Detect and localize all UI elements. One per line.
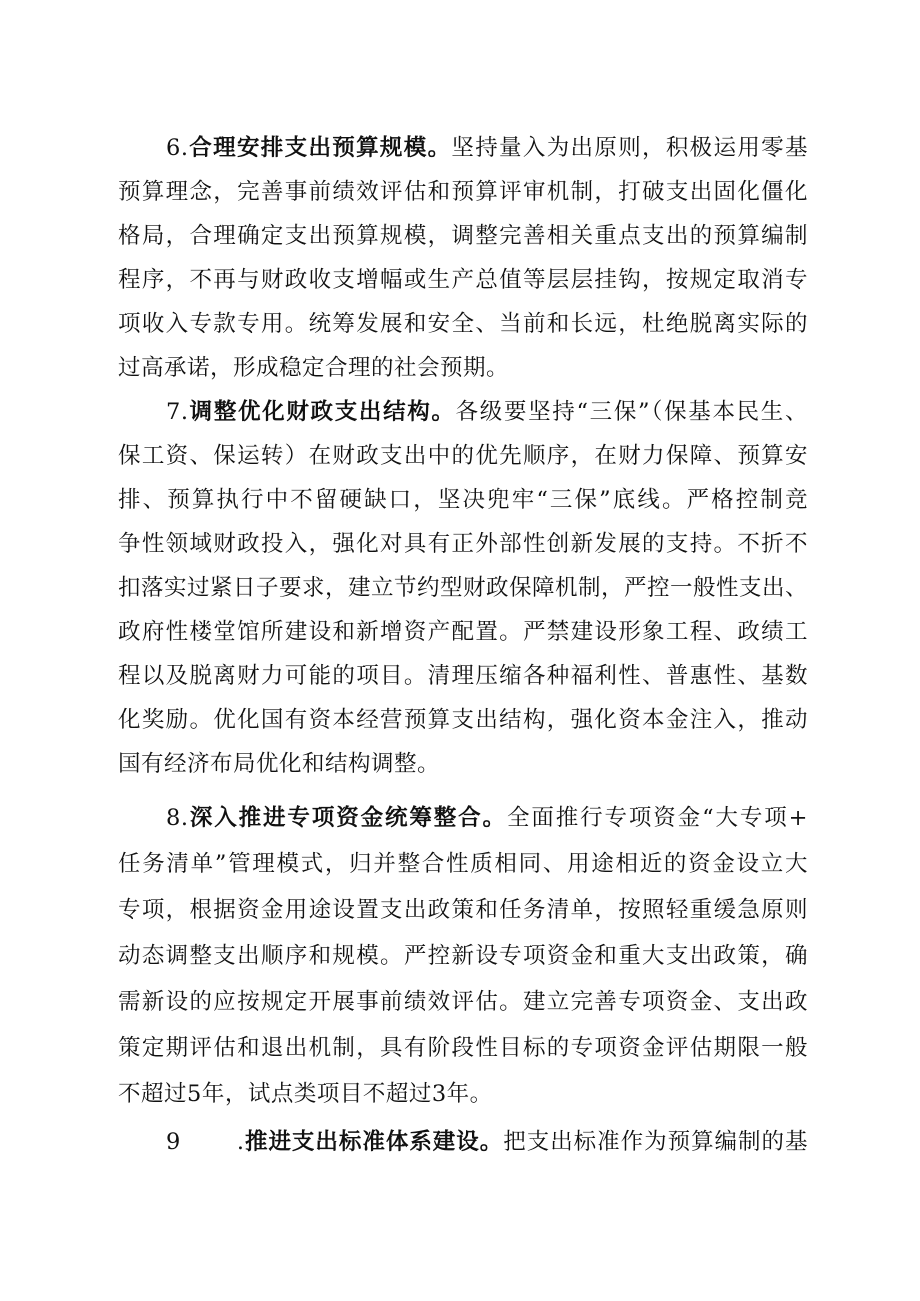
section-number: 6 xyxy=(166,135,181,161)
section-number: 8 xyxy=(166,805,181,831)
paragraph-text: 各级要坚持“三保”（保基本民生、 xyxy=(455,399,808,425)
paragraph-line: 需新设的应按规定开展事前绩效评估。建立完善专项资金、支出政 xyxy=(118,989,808,1015)
paragraph-line: 格局，合理确定支出预算规模，调整完善相关重点支出的预算编制 xyxy=(118,223,808,249)
section-heading: 合理安排支出预算规模。 xyxy=(188,135,452,161)
paragraph-line: 争性领域财政投入，强化对具有正外部性创新发展的支持。不折不 xyxy=(118,531,808,557)
paragraph-line: 任务清单”管理模式，归并整合性质相同、用途相近的资金设立大 xyxy=(118,851,808,877)
paragraph-text: 全面推行专项资金“大专项+ xyxy=(506,805,808,831)
paragraph-line: 国有经济布局优化和结构调整。 xyxy=(118,751,441,777)
paragraph-line: 动态调整支出顺序和规模。严控新设专项资金和重大支出政策，确 xyxy=(118,943,808,969)
paragraph-line: 程序，不再与财政收支增幅或生产总值等层层挂钩，按规定取消专 xyxy=(118,267,808,293)
paragraph-line: 过高承诺，形成稳定合理的社会预期。 xyxy=(118,355,510,381)
section-6-first-line: 6.合理安排支出预算规模。坚持量入为出原则，积极运用零基 xyxy=(166,135,808,161)
paragraph-line: 项收入专款专用。统筹发展和安全、当前和长远，杜绝脱离实际的 xyxy=(118,311,808,337)
section-heading: 深入推进专项资金统筹整合。 xyxy=(188,805,507,831)
paragraph-text: 坚持量入为出原则，积极运用零基 xyxy=(451,135,808,161)
paragraph-line: 扣落实过紧日子要求，建立节约型财政保障机制，严控一般性支出、 xyxy=(118,575,809,601)
paragraph-line: 排、预算执行中不留硬缺口，坚决兜牢“三保”底线。严格控制竞 xyxy=(118,487,808,513)
paragraph-text: 把支出标准作为预算编制的基 xyxy=(503,1129,808,1155)
section-8-first-line: 8.深入推进专项资金统筹整合。全面推行专项资金“大专项+ xyxy=(166,805,808,831)
paragraph-line: 不超过5年，试点类项目不超过3年。 xyxy=(118,1081,493,1107)
section-number: 9 xyxy=(166,1129,181,1155)
paragraph-line: 策定期评估和退出机制，具有阶段性目标的专项资金评估期限一般 xyxy=(118,1035,808,1061)
paragraph-line: 政府性楼堂馆所建设和新增资产配置。严禁建设形象工程、政绩工 xyxy=(118,619,808,645)
section-7-first-line: 7.调整优化财政支出结构。各级要坚持“三保”（保基本民生、 xyxy=(166,399,808,425)
section-heading: 推进支出标准体系建设。 xyxy=(244,1129,504,1155)
paragraph-line: 预算理念，完善事前绩效评估和预算评审机制，打破支出固化僵化 xyxy=(118,179,808,205)
paragraph-line: 专项，根据资金用途设置支出政策和任务清单，按照轻重缓急原则 xyxy=(118,897,808,923)
paragraph-line: 保工资、保运转）在财政支出中的优先顺序，在财力保障、预算安 xyxy=(118,443,808,469)
section-9-first-line: 9 .推进支出标准体系建设。把支出标准作为预算编制的基 xyxy=(166,1129,808,1155)
section-heading: 调整优化财政支出结构。 xyxy=(188,399,456,425)
section-number: 7 xyxy=(166,399,181,425)
paragraph-line: 化奖励。优化国有资本经营预算支出结构，强化资本金注入，推动 xyxy=(118,707,808,733)
paragraph-line: 程以及脱离财力可能的项目。清理压缩各种福利性、普惠性、基数 xyxy=(118,663,808,689)
